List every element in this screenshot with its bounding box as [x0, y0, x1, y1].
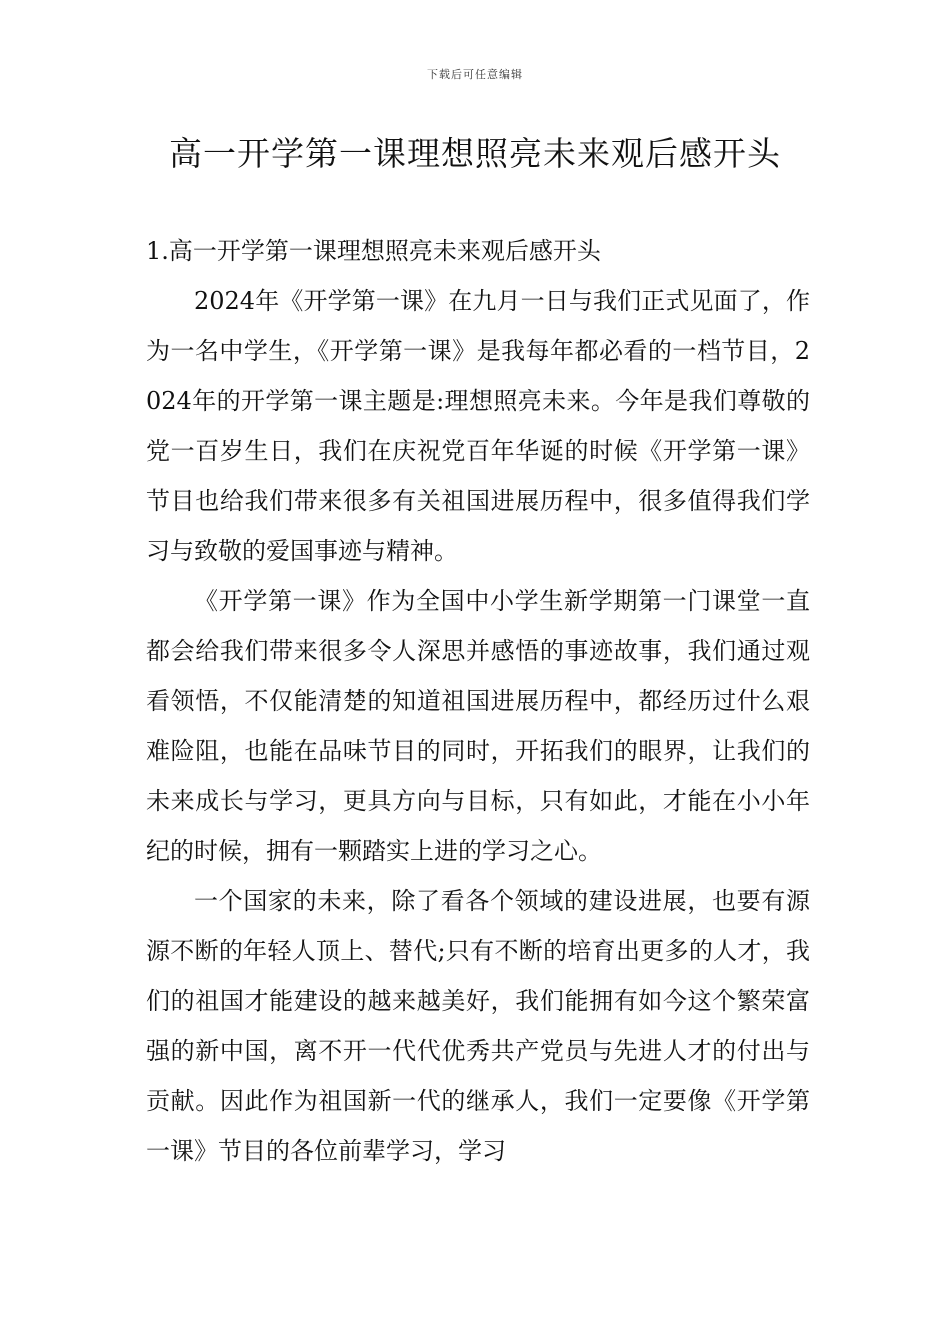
paragraph-3: 一个国家的未来，除了看各个领域的建设进展，也要有源源不断的年轻人顶上、替代;只有不断的培育出更多的人才，我们的祖国才能建设的越来越美好，我们能拥有如今这个繁荣富强的新中国，离不开一代代优秀共产党员与先进人才的付出与贡献。因此作为祖国新一代的继承人，我们一定要像《开学第一课》节目的各位前辈学习，学习	[146, 887, 810, 1165]
header-note: 下载后可任意编辑	[427, 68, 523, 81]
section-heading: 1.高一开学第一课理想照亮未来观后感开头	[146, 237, 601, 265]
paragraph-2: 《开学第一课》作为全国中小学生新学期第一门课堂一直都会给我们带来很多令人深思并感悟的事迹故事，我们通过观看领悟，不仅能清楚的知道祖国进展历程中，都经历过什么艰难险阻，也能在品味节目的同时，开拓我们的眼界，让我们的未来成长与学习，更具方向与目标，只有如此，才能在小小年纪的时候，拥有一颗踏实上进的学习之心。	[146, 587, 810, 865]
document-title: 高一开学第一课理想照亮未来观后感开头	[169, 134, 781, 173]
paragraph-1: 2024年《开学第一课》在九月一日与我们正式见面了，作为一名中学生，《开学第一课》是我每年都必看的一档节目，2024年的开学第一课主题是:理想照亮未来。今年是我们尊敬的党一百岁生日，我们在庆祝党百年华诞的时候《开学第一课》节目也给我们带来很多有关祖国进展历程中，很多值得我们学习与致敬的爱国事迹与精神。	[146, 287, 810, 565]
document-body	[146, 226, 810, 1176]
